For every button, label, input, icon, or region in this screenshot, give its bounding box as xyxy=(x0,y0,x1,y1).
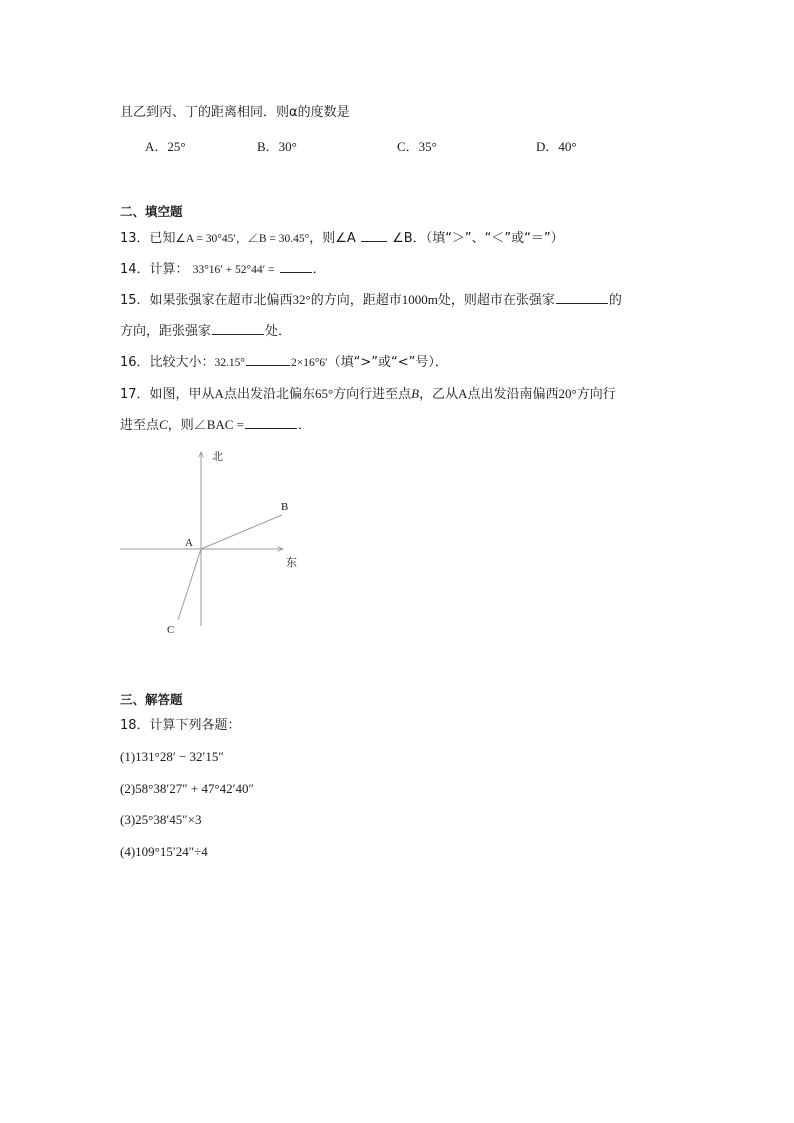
q15-text-d: 的 xyxy=(608,293,622,308)
option-a[interactable]: A．25° xyxy=(145,139,186,154)
q17-text-g: 进至点 xyxy=(120,418,160,433)
q16-right-value: 2×16°6′ xyxy=(291,357,328,369)
q18-item-2: (2)58°38′27″ + 47°42′40″ xyxy=(120,781,254,796)
question-18-title: 18．计算下列各题： xyxy=(120,718,241,733)
north-label: 北 xyxy=(212,450,223,463)
q17-angle-2: 20° xyxy=(558,386,577,401)
q17-point-c: C xyxy=(159,417,168,432)
q17-point-b: B xyxy=(411,386,420,401)
q13-expression: ∠A = 30°45′，∠B = 30.45° xyxy=(175,233,310,245)
q15-text-a: 15．如果张强家在超市北偏西 xyxy=(120,293,293,308)
q17-text-d: ，乙从 xyxy=(419,387,459,402)
q15-text-e: 方向，距张强家 xyxy=(120,324,212,339)
q14-prefix: 14．计算： xyxy=(120,262,189,277)
q17-point-a: A xyxy=(214,386,224,401)
option-b[interactable]: B．30° xyxy=(257,139,297,154)
q18-item-4: (4)109°15′24″÷4 xyxy=(120,844,208,859)
q15-text-f: 处． xyxy=(265,324,292,339)
q13-mid: ，则∠A xyxy=(309,231,356,246)
q17-text-b: 点出发沿北偏东 xyxy=(223,387,315,402)
ray-ac xyxy=(178,549,201,620)
q15-text-c: 处，则超市在张强家 xyxy=(437,293,555,308)
q17-text-f: 方向行 xyxy=(576,387,616,402)
q16-left-value: 32.15° xyxy=(214,357,246,369)
q15-distance: 1000m xyxy=(401,292,438,307)
point-c-label: C xyxy=(167,624,175,636)
q18-item-3: (3)25°38′45″×3 xyxy=(120,812,202,827)
q13-note: （填“＞”、“＜”或“＝”） xyxy=(425,231,564,246)
point-a-label: A xyxy=(185,537,193,549)
q17-text-e: 点出发沿南偏西 xyxy=(467,387,559,402)
q15-angle: 32° xyxy=(292,292,311,307)
q14-end: ． xyxy=(312,262,326,277)
section-3-title: 三、解答题 xyxy=(120,692,183,707)
q17-text-h: ，则∠BAC = xyxy=(167,417,244,432)
q13-after-blank: ∠B． xyxy=(392,231,426,246)
point-b-label: B xyxy=(281,501,289,513)
ray-ab xyxy=(201,515,282,549)
q16-note: （填“>”或“<”号）． xyxy=(327,355,448,370)
option-d[interactable]: D．40° xyxy=(536,139,577,154)
section-2-title: 二、填空题 xyxy=(120,204,183,219)
q17-text-a: 17．如图，甲从 xyxy=(120,387,215,402)
q14-expression: 33°16′ + 52°44′ = xyxy=(192,264,275,276)
option-c[interactable]: C．35° xyxy=(397,139,437,154)
east-label: 东 xyxy=(286,556,297,569)
q17-text-c: 方向行进至点 xyxy=(333,387,412,402)
q17-text-i: ． xyxy=(298,418,312,433)
q16-prefix: 16．比较大小： xyxy=(120,355,215,370)
q18-item-1: (1)131°28′ − 32′15″ xyxy=(120,749,224,764)
q15-text-b: 的方向，距超市 xyxy=(310,293,402,308)
q17-point-a-2: A xyxy=(458,386,468,401)
q13-prefix: 13．已知 xyxy=(120,231,176,246)
q17-angle-1: 65° xyxy=(314,386,334,401)
question-12-tail: 且乙到丙、丁的距离相同．则α的度数是 xyxy=(120,105,350,120)
